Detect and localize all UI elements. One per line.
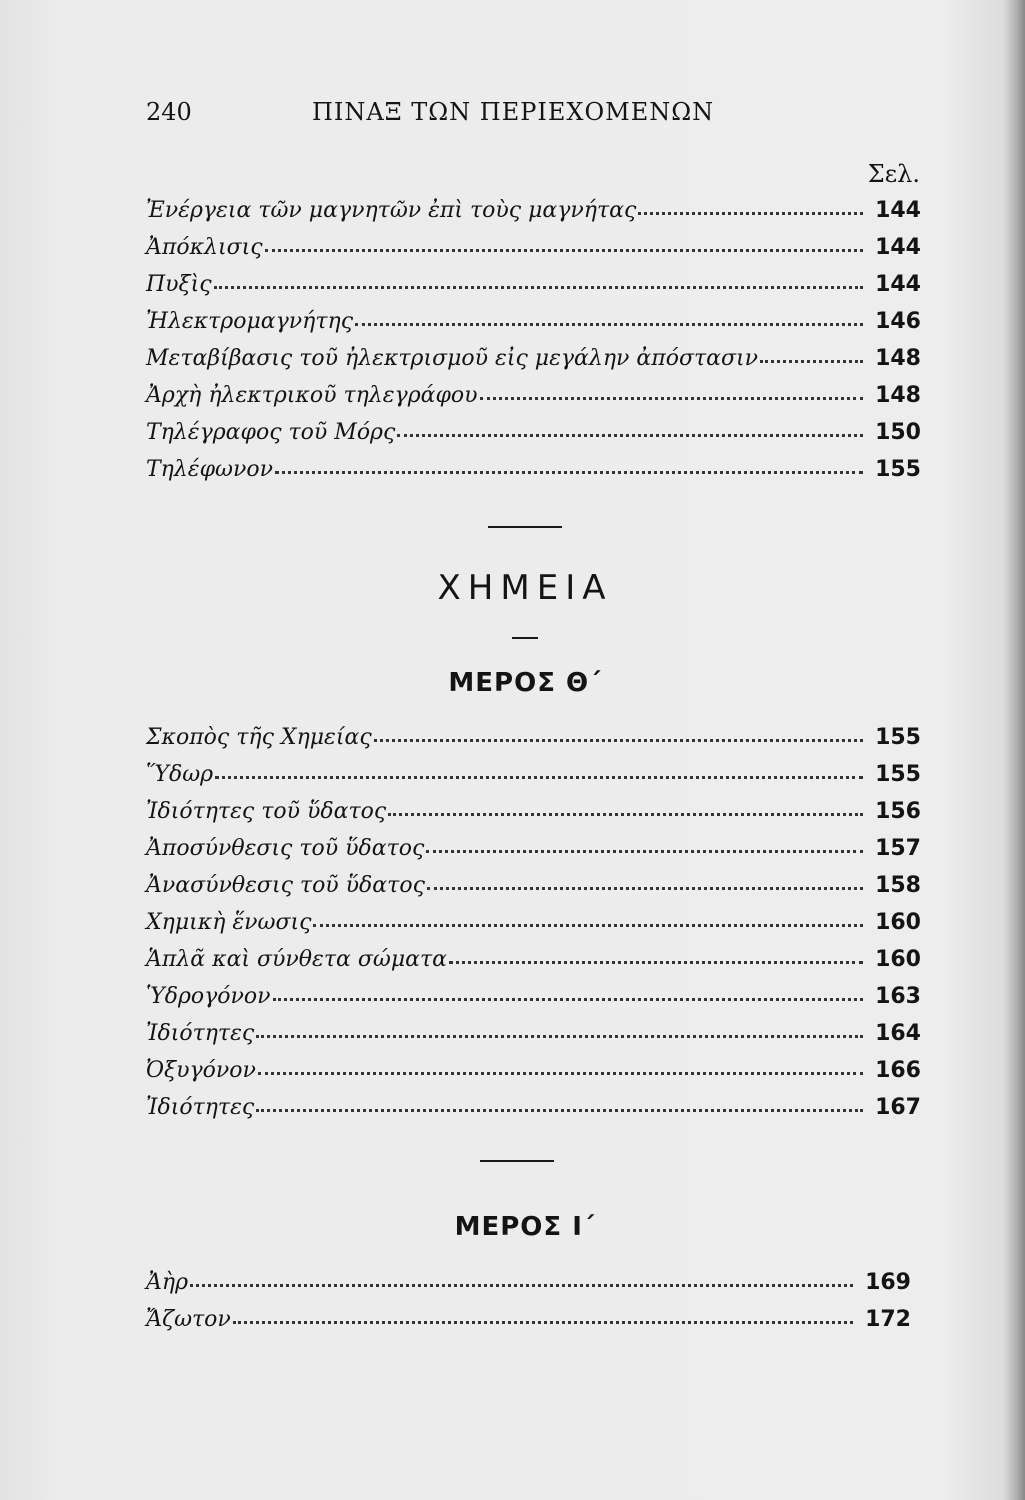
dot-leader: [388, 812, 863, 816]
toc-entry-title: Τηλέγραφος τοῦ Μόρς: [146, 420, 396, 445]
toc-entry: [146, 272, 921, 309]
section-divider: [488, 526, 562, 528]
toc-entry-page: 155: [875, 457, 921, 482]
dot-leader: [256, 1034, 863, 1038]
toc-entry-page: 164: [875, 1021, 921, 1046]
part-theta-toc-list: [146, 725, 921, 1132]
toc-entry-page: 156: [875, 799, 921, 824]
toc-entry-title: Ἀνασύνθεσις τοῦ ὕδατος: [146, 873, 425, 898]
part-theta-title: ΜΕΡΟΣ Θ΄: [448, 668, 602, 698]
page-number: 240: [146, 98, 192, 126]
toc-entry: [146, 198, 921, 235]
toc-entry: [146, 725, 921, 762]
dot-leader: [273, 997, 863, 1001]
toc-entry: [146, 1307, 911, 1344]
toc-entry-title: Ἠλεκτρομαγνήτης: [146, 309, 354, 334]
toc-entry-page: 148: [875, 346, 921, 371]
section-title: ΧΗΜΕΙΑ: [437, 568, 613, 608]
dot-leader: [427, 886, 863, 890]
toc-entry: [146, 762, 921, 799]
toc-entry-title: Χημικὴ ἕνωσις: [146, 910, 312, 935]
dot-leader: [214, 285, 863, 289]
dot-leader: [275, 470, 863, 474]
dot-leader: [449, 960, 863, 964]
toc-entry-title: Σκοπὸς τῆς Χημείας: [146, 725, 372, 750]
toc-entry-title: Ἐνέργεια τῶν μαγνητῶν ἐπὶ τοὺς μαγνήτας: [146, 198, 637, 223]
toc-entry-title: Ἰδιότητες: [146, 1021, 255, 1046]
toc-entry-page: 169: [865, 1270, 911, 1295]
dot-leader: [426, 849, 863, 853]
toc-entry-page: 144: [875, 198, 921, 223]
toc-entry: [146, 947, 921, 984]
dot-leader: [215, 775, 863, 779]
toc-entry: [146, 235, 921, 272]
toc-entry-page: 160: [875, 947, 921, 972]
toc-entry-title: Τηλέφωνον: [146, 457, 273, 482]
section-divider: [480, 1160, 554, 1162]
dot-leader: [313, 923, 863, 927]
dot-leader: [258, 1071, 863, 1075]
dot-leader: [355, 322, 863, 326]
dot-leader: [190, 1283, 853, 1287]
toc-entry: [146, 984, 921, 1021]
part-iota-toc-list: [146, 1270, 911, 1344]
dot-leader: [233, 1320, 853, 1324]
page-column-label: Σελ.: [867, 160, 920, 188]
toc-entry-page: 167: [875, 1095, 921, 1120]
dot-leader: [374, 738, 863, 742]
toc-entry: [146, 910, 921, 947]
toc-entry-page: 144: [875, 272, 921, 297]
toc-entry-page: 144: [875, 235, 921, 260]
toc-entry-page: 148: [875, 383, 921, 408]
toc-entry-page: 146: [875, 309, 921, 334]
toc-entry: [146, 1021, 921, 1058]
toc-entry-page: 155: [875, 725, 921, 750]
toc-entry: [146, 873, 921, 910]
toc-entry-title: Ὑδρογόνον: [146, 984, 271, 1009]
toc-entry: [146, 420, 921, 457]
toc-entry: [146, 1270, 911, 1307]
page-header: [146, 98, 916, 138]
dot-leader: [638, 211, 863, 215]
toc-entry-title: Ὀξυγόνον: [146, 1058, 256, 1083]
toc-entry-title: Ἰδιότητες: [146, 1095, 255, 1120]
toc-entry-page: 157: [875, 836, 921, 861]
toc-entry-title: Ἀρχὴ ἠλεκτρικοῦ τηλεγράφου: [146, 383, 478, 408]
part-iota-title: ΜΕΡΟΣ Ι΄: [454, 1212, 596, 1242]
dot-leader: [760, 359, 863, 363]
toc-entry-title: Πυξὶς: [146, 272, 212, 297]
toc-entry-page: 163: [875, 984, 921, 1009]
toc-entry: [146, 836, 921, 873]
toc-entry-page: 172: [865, 1307, 911, 1332]
toc-entry: [146, 1095, 921, 1132]
short-divider: [512, 637, 538, 639]
physics-toc-list: [146, 198, 921, 494]
dot-leader: [256, 1108, 863, 1112]
toc-entry-page: 166: [875, 1058, 921, 1083]
toc-entry-title: Ἰδιότητες τοῦ ὕδατος: [146, 799, 387, 824]
toc-entry-title: Ὕδωρ: [146, 762, 214, 787]
toc-entry-title: Ἀὴρ: [146, 1270, 189, 1295]
toc-entry-page: 158: [875, 873, 921, 898]
toc-entry: [146, 1058, 921, 1095]
toc-entry: [146, 383, 921, 420]
toc-entry-page: 155: [875, 762, 921, 787]
toc-entry: [146, 309, 921, 346]
toc-entry: [146, 346, 921, 383]
toc-entry-title: Ἀποσύνθεσις τοῦ ὕδατος: [146, 836, 425, 861]
toc-entry: [146, 457, 921, 494]
dot-leader: [265, 248, 863, 252]
dot-leader: [480, 396, 863, 400]
toc-entry-page: 160: [875, 910, 921, 935]
dot-leader: [397, 433, 863, 437]
page-edge-shadow: [1003, 0, 1025, 1500]
toc-entry-title: Ἁπλᾶ καὶ σύνθετα σώματα: [146, 947, 448, 972]
toc-entry-title: Μεταβίβασις τοῦ ἠλεκτρισμοῦ εἰς μεγάλην ἀπόστασιν: [146, 346, 759, 371]
toc-entry-title: Ἄζωτον: [146, 1307, 231, 1332]
toc-entry-title: Ἀπόκλισις: [146, 235, 263, 260]
toc-entry-page: 150: [875, 420, 921, 445]
running-title: ΠΙΝΑΞ ΤΩΝ ΠΕΡΙΕΧΟΜΕΝΩΝ: [312, 98, 715, 126]
toc-entry: [146, 799, 921, 836]
